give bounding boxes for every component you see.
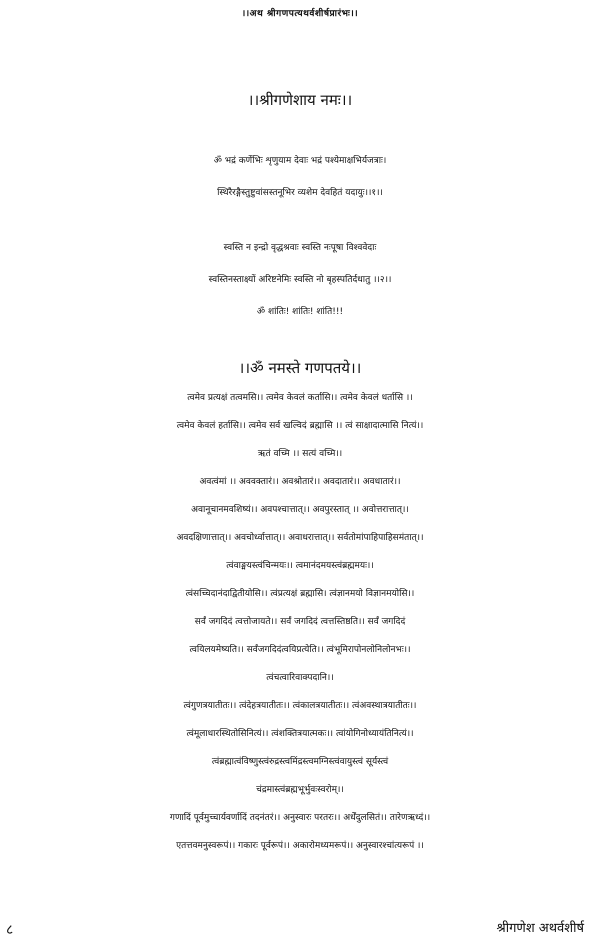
shanti-verse-2 (0, 232, 600, 328)
section-heading: ।।ॐ नमस्ते गणपतये।। (238, 359, 362, 377)
running-title: श्रीगणेश अथर्वशीर्ष (496, 921, 584, 936)
text-line: अवदक्षिणात्तात्।। अवचोर्ध्वात्तात्।। अवाधरात्तात्।। सर्वतोमांपाहिपाहिसमंतात्।। (176, 533, 424, 543)
text-line: त्वयिलयमेष्यति।। सर्वंजगदिदंत्वयिप्रत्येति।। त्वंभूमिरापोनलोनिलोनभः।। (189, 645, 411, 655)
text-line: अवत्वंमां ।। अववक्तारं।। अवश्रोतारं।। अवदातारं।। अवधातारं।। (199, 477, 401, 487)
text-line: त्वंमूलाधारस्थितोसिनित्यं।। त्वंशक्तित्रयात्मकः।। त्वांयोगिनोध्यायंतिनित्यं।। (186, 729, 414, 739)
text-line: त्वंवाङ्मयस्त्वंचिन्मयः।। त्वमानंदमयस्त्वंब्रह्ममयः।। (226, 561, 374, 571)
page-title: ।।अथ श्रीगणपत्यथर्वशीर्षप्रारंभः।। (241, 9, 359, 19)
verse-line: स्वस्तिनस्ताक्ष्यों अरिष्टनेमिः स्वस्ति नो बृहस्पतिर्दधातु ।।२।। (208, 275, 392, 285)
text-line: अवानूचानमवशिष्यं।। अवपश्चात्तात्।। अवपुरस्तात् ।। अवोत्तरात्तात्।। (191, 505, 409, 515)
text-line: त्वंचत्वारिवाक्पदानि।। (266, 673, 334, 683)
text-line: चंद्रमास्त्वंब्रह्मभूर्भुवःस्वरोम्।। (256, 785, 344, 795)
invocation: ।।श्रीगणेशाय नमः।। (247, 91, 353, 109)
verse-line: स्थिरैरङ्गैस्तुष्टुवांसस्तनूभिर व्यशेम देवहितं यदायुः।।१।। (217, 188, 383, 198)
shanti-verse-1 (0, 145, 600, 209)
upanishad-body (0, 384, 600, 860)
text-line: सर्वं जगदिदं त्वत्तोजायते।। सर्वं जगदिदं त्वत्तस्तिष्ठति।। सर्वं जगदिदं (194, 617, 406, 627)
verse-line: ॐ भद्रं कर्णेभिः शृणुयाम देवाः भद्रं पश्येमाक्षभिर्यजत्राः। (213, 156, 387, 166)
text-line: ऋतं वच्मि ।। सत्यं वच्मि।। (257, 449, 343, 459)
page-number: ८ (6, 922, 14, 938)
text-line: त्वंसच्चिदानंदाद्वितीयोसि।। त्वंप्रत्यक्षं ब्रह्मासि। त्वंज्ञानमयो विज्ञानमयोसि।। (185, 589, 415, 599)
text-line: एतत्तवमनुस्वरूपं।। गकारः पूर्वरूपं।। अकारोमध्यमरूपं।। अनुस्वारश्चांत्यरूपं ।। (176, 841, 424, 851)
text-line: त्वंब्रह्मात्वंविष्णुस्त्वंरुद्रस्त्वमिंद्रस्त्वमग्निस्त्वंवायुस्त्वं सूर्यस्त्वं (211, 757, 389, 767)
text-line: त्वमेव केवलं हर्तासि।। त्वमेव सर्व खल्विदं ब्रह्मासि ।। त्वं साक्षादात्मासि नित्यं।। (176, 421, 424, 431)
verse-line: ॐ शांतिः! शांतिः! शांति!!! (256, 307, 344, 317)
text-line: गणादिं पूर्वमुच्चार्यवर्णादिं तदनंतरं।। अनुस्वारः परतरः।। अर्धेंदुलसितं।। तारेणऋध्दं।। (169, 813, 431, 823)
text-line: त्वंगुणत्रयातीतः।। त्वंदेहत्रयातीतः।। त्वंकालत्रयातीतः।। त्वंअवस्थात्रयातीतः।। (183, 701, 417, 711)
verse-line: स्वस्ति न इन्द्रो वृद्धश्रवाः स्वस्ति नःपूषा विश्ववेदाः (223, 243, 377, 253)
text-line: त्वमेव प्रत्यक्षं तत्वमसि।। त्वमेव केवलं कर्तासि।। त्वमेव केवलं धर्तासि ।। (187, 393, 413, 403)
